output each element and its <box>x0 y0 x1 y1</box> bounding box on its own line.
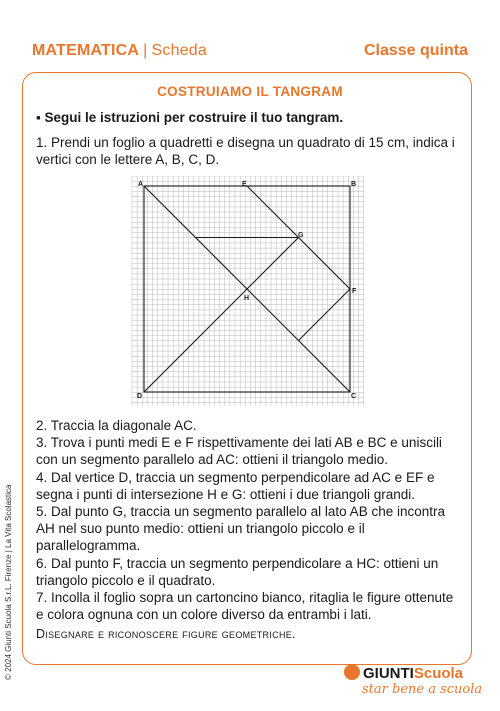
tangram-lines <box>144 186 350 392</box>
logo-g-icon <box>344 664 360 680</box>
label-d: D <box>137 393 143 400</box>
publisher-logo <box>344 664 482 697</box>
step-4-text: 4. Dal vertice D, traccia un segmento perpendicolare ad AC e EF e segna i punti di intersezione H e G: ottieni i due triangoli grandi. <box>36 469 435 502</box>
steps-list <box>36 417 461 623</box>
label-h: H <box>244 295 250 302</box>
label-b: B <box>351 181 357 188</box>
logo-wordmark <box>344 664 482 682</box>
label-c: C <box>351 393 357 400</box>
instruction-text: ▪ Segui le istruzioni per costruire il tuo tangram. <box>36 110 344 125</box>
objective-text: Disegnare e riconoscere figure geometriche. <box>36 627 296 641</box>
label-f: F <box>352 288 357 295</box>
step-2-text: 2. Traccia la diagonale AC. <box>36 418 197 433</box>
copyright-text: © 2024 Giunti Scuola S.r.L. Firenze | La Vita Scolastica <box>4 484 13 680</box>
logo-brand: GIUNTI <box>363 665 414 682</box>
step-6-text: 6. Dal punto F, traccia un segmento perpendicolare a HC: ottieni un triangolo piccolo e il quadrato. <box>36 555 439 588</box>
step-5-text: 5. Dal punto G, traccia un segmento parallelo al lato AB che incontra AH nel suo punto medio: ottieni un triangolo piccolo e il parallelogramma. <box>36 504 445 554</box>
segment-dg <box>144 238 299 393</box>
subject-label <box>32 42 207 60</box>
header-separator: | <box>143 42 148 59</box>
sheet-label: Scheda <box>151 42 207 59</box>
label-e: E <box>242 181 247 188</box>
step-3-text: 3. Trova i punti medi E e F rispettivamente dei lati AB e BC e uniscili con un segmento parallelo ad AC: ottieni il triangolo medio. <box>36 435 442 468</box>
label-g: G <box>298 232 304 239</box>
page-header <box>32 42 468 66</box>
worksheet-title: COSTRUIAMO IL TANGRAM <box>157 84 343 99</box>
step-7-text: 7. Incolla il foglio sopra un cartoncino bianco, ritaglia le figure ottenute e colora ognuna con un colore diverso da entrambi i lati. <box>36 590 454 623</box>
tangram-diagram <box>128 176 368 406</box>
step-1-text: 1. Prendi un foglio a quadretti e disegna un quadrato di 15 cm, indica i vertici con le lettere A, B, C, D. <box>36 135 455 167</box>
label-a: A <box>138 181 144 188</box>
subject-text: MATEMATICA <box>32 42 140 59</box>
class-label: Classe quinta <box>363 42 468 59</box>
logo-tagline: star bene a scuola <box>362 682 483 697</box>
tangram-svg <box>128 176 368 406</box>
logo-brand-scuola: Scuola <box>413 665 464 682</box>
segment-f-perpendicular <box>299 289 351 341</box>
